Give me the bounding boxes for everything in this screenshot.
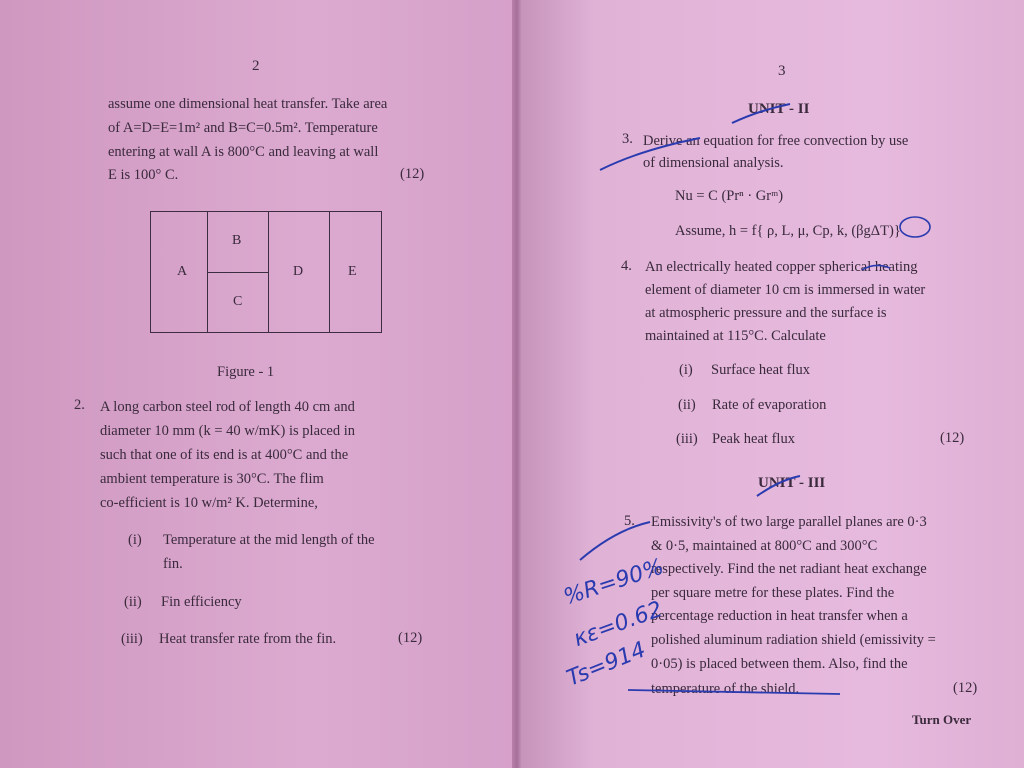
unit-2-heading: UNIT - II xyxy=(748,101,810,117)
wall-label-c: C xyxy=(233,294,243,309)
book-spine xyxy=(512,0,522,768)
q2-part-iii-text: Heat transfer rate from the fin. xyxy=(159,631,337,647)
wall-divider xyxy=(207,272,268,273)
q5-line-8: temperature of the shield. xyxy=(651,681,800,697)
q2-part-ii-number: (ii) xyxy=(124,594,142,610)
q2-line-1: A long carbon steel rod of length 40 cm and xyxy=(100,399,355,415)
q3-line-2: of dimensional analysis. xyxy=(643,155,784,171)
q4-line-2: element of diameter 10 cm is immersed in water xyxy=(645,282,926,298)
q4-part-ii-number: (ii) xyxy=(678,397,696,413)
q3-assumption: Assume, h = f{ ρ, L, μ, Cp, k, (βgΔT)} xyxy=(675,223,901,239)
unit-3-heading: UNIT - III xyxy=(758,475,826,491)
q5-line-6: polished aluminum radiation shield (emissivity = xyxy=(651,632,936,648)
q1-line-3: entering at wall A is 800°C and leaving at wall xyxy=(108,144,379,160)
q3-equation: Nu = C (Prⁿ · Grᵐ) xyxy=(675,188,784,204)
q4-part-ii-text: Rate of evaporation xyxy=(712,397,827,413)
q2-line-5: co-efficient is 10 w/m² K. Determine, xyxy=(100,495,318,511)
q2-line-2: diameter 10 mm (k = 40 w/mK) is placed in xyxy=(100,423,356,439)
q5-line-3: respectively. Find the net radiant heat exchange xyxy=(651,561,927,577)
q4-part-iii-text: Peak heat flux xyxy=(712,431,795,447)
wall-label-e: E xyxy=(348,264,357,279)
page-number-left: 2 xyxy=(252,58,260,74)
q5-line-7: 0·05) is placed between them. Also, find the xyxy=(651,656,908,672)
q4-line-3: at atmospheric pressure and the surface is xyxy=(645,305,887,321)
q4-line-1: An electrically heated copper spherical heating xyxy=(645,259,918,275)
handwritten-note-2: κε=0.62 xyxy=(570,596,666,653)
q1-line-2: of A=D=E=1m² and B=C=0.5m². Temperature xyxy=(108,120,378,136)
q5-line-2: & 0·5, maintained at 800°C and 300°C xyxy=(651,538,878,554)
q5-number: 5. xyxy=(624,513,635,529)
page-number-right: 3 xyxy=(778,63,786,79)
q2-part-i-text: Temperature at the mid length of the xyxy=(163,532,375,548)
figure-1-wall-diagram xyxy=(150,211,382,333)
q2-part-ii-text: Fin efficiency xyxy=(161,594,242,610)
q4-number: 4. xyxy=(621,258,632,274)
q5-marks: (12) xyxy=(953,680,978,696)
q3-line-1: Derive an equation for free convection by use xyxy=(643,133,909,149)
q2-line-4: ambient temperature is 30°C. The flim xyxy=(100,471,324,487)
q4-marks: (12) xyxy=(940,430,965,446)
q4-part-i-number: (i) xyxy=(679,362,693,378)
q2-part-i-text-cont: fin. xyxy=(163,556,183,572)
q2-number: 2. xyxy=(74,397,85,413)
handwritten-note-3: Ts=914 xyxy=(563,637,650,692)
wall-label-a: A xyxy=(177,264,188,279)
q1-line-1: assume one dimensional heat transfer. Take area xyxy=(108,96,388,112)
q2-marks: (12) xyxy=(398,630,423,646)
wall-label-b: B xyxy=(232,233,242,248)
q5-line-1: Emissivity's of two large parallel planes are 0·3 xyxy=(651,514,927,530)
q2-part-iii-number: (iii) xyxy=(121,631,143,647)
turn-over-note: Turn Over xyxy=(912,712,972,727)
q3-number: 3. xyxy=(622,131,633,147)
q4-part-iii-number: (iii) xyxy=(676,431,698,447)
q1-line-4: E is 100° C. xyxy=(108,167,179,183)
q2-part-i-number: (i) xyxy=(128,532,142,548)
wall-divider xyxy=(329,212,330,332)
q4-part-i-text: Surface heat flux xyxy=(711,362,811,378)
q5-line-5: percentage reduction in heat transfer when a xyxy=(651,608,908,624)
figure-caption: Figure - 1 xyxy=(217,364,275,380)
q4-line-4: maintained at 115°C. Calculate xyxy=(645,328,826,344)
q2-line-3: such that one of its end is at 400°C and the xyxy=(100,447,349,463)
wall-divider xyxy=(268,212,269,332)
q1-marks: (12) xyxy=(400,166,425,182)
q5-line-4: per square metre for these plates. Find the xyxy=(651,585,895,601)
handwritten-note-1: %R=90% xyxy=(560,554,667,611)
wall-label-d: D xyxy=(293,264,304,279)
